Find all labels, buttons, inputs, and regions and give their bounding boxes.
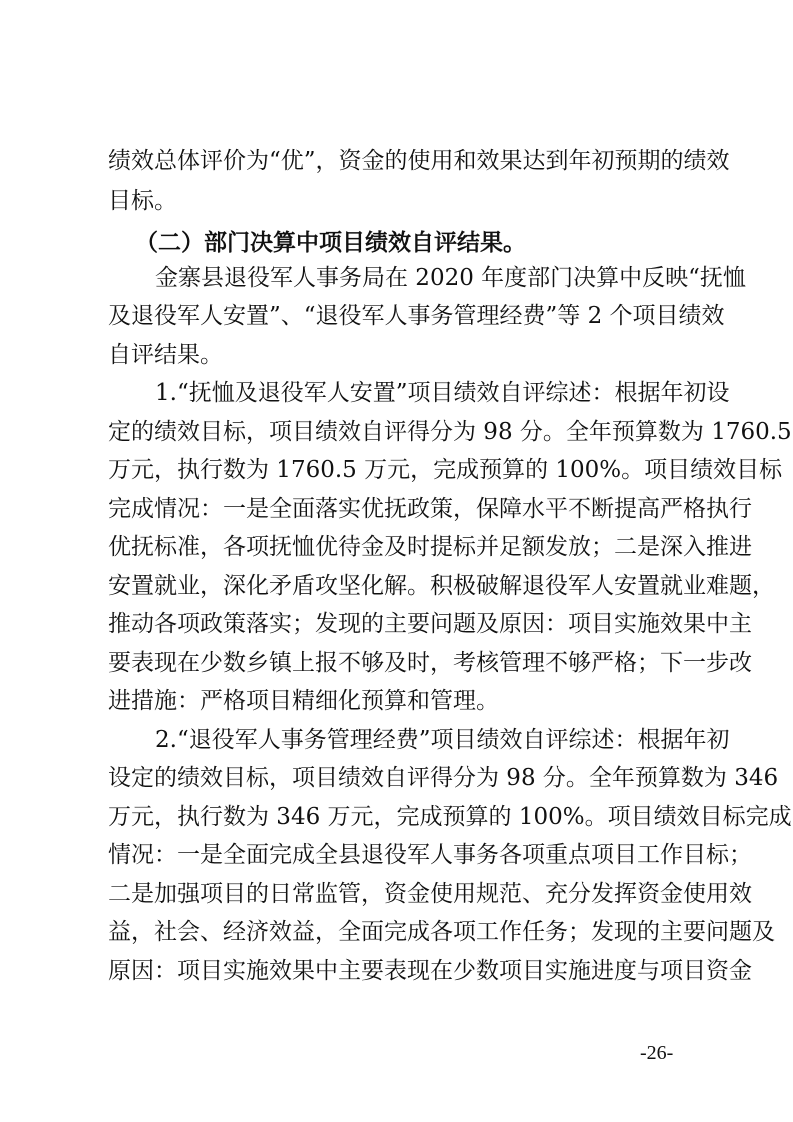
text-line: 优抚标准，各项抚恤优待金及时提标并足额发放；二是深入推进 (108, 534, 752, 560)
text-line: 及退役军人安置”、“退役军人事务管理经费”等 2 个项目绩效 (108, 303, 725, 329)
text-line: 益，社会、经济效益，全面完成各项工作任务；发现的主要问题及 (108, 919, 775, 945)
section-heading: （二）部门决算中项目绩效自评结果。 (135, 230, 526, 256)
text-line: 推动各项政策落实；发现的主要问题及原因：项目实施效果中主 (108, 611, 752, 637)
text-line: 进措施：严格项目精细化预算和管理。 (108, 688, 499, 714)
text-line: 情况：一是全面完成全县退役军人事务各项重点项目工作目标； (108, 842, 752, 868)
text-line: 万元，执行数为 1760.5 万元，完成预算的 100%。项目绩效目标 (108, 457, 783, 483)
text-line: 万元，执行数为 346 万元，完成预算的 100%。项目绩效目标完成 (108, 804, 792, 830)
text-line: 设定的绩效目标，项目绩效自评得分为 98 分。全年预算数为 346 (108, 765, 779, 791)
text-line: 绩效总体评价为“优”，资金的使用和效果达到年初预期的绩效 (108, 148, 730, 174)
text-line: 完成情况：一是全面落实优抚政策，保障水平不断提高严格执行 (108, 496, 752, 522)
page-number: -26- (640, 1042, 674, 1064)
text-line: 1.“抚恤及退役军人安置”项目绩效自评综述：根据年初设 (155, 380, 730, 406)
text-line: 要表现在少数乡镇上报不够及时，考核管理不够严格；下一步改 (108, 650, 752, 676)
text-line: 自评结果。 (108, 342, 223, 368)
text-line: 2.“退役军人事务管理经费”项目绩效自评综述：根据年初 (155, 727, 730, 753)
text-line: 定的绩效目标，项目绩效自评得分为 98 分。全年预算数为 1760.5 (108, 419, 792, 445)
text-line: 目标。 (108, 188, 177, 214)
text-line: 金寨县退役军人事务局在 2020 年度部门决算中反映“抚恤 (155, 265, 746, 291)
text-line: 二是加强项目的日常监管，资金使用规范、充分发挥资金使用效 (108, 881, 752, 907)
text-line: 原因：项目实施效果中主要表现在少数项目实施进度与项目资金 (108, 958, 752, 984)
text-line: 安置就业，深化矛盾攻坚化解。积极破解退役军人安置就业难题， (108, 573, 775, 599)
